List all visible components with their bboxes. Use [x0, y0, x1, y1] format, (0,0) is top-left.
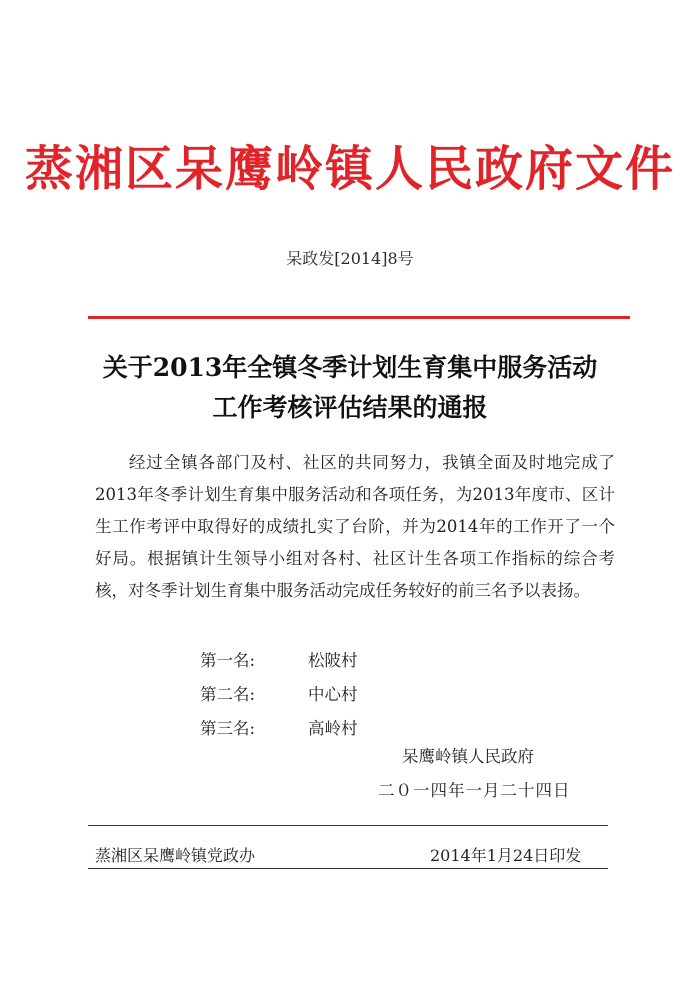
rank-village: 中心村: [308, 685, 358, 704]
document-header-title: 蒸湘区呆鹰岭镇人民政府文件: [24, 141, 675, 197]
footer-office: 蒸湘区呆鹰岭镇党政办: [95, 846, 256, 865]
notice-title-line-1: 关于2013年全镇冬季计划生育集中服务活动: [102, 353, 598, 382]
rank-label: 第二名:: [200, 685, 256, 704]
ranking-row: [200, 647, 500, 681]
ranking-list: [200, 647, 500, 749]
notice-body: [95, 447, 615, 607]
issue-date: 二０一四年一月二十四日: [378, 781, 571, 800]
red-divider: [88, 316, 630, 319]
ranking-row: [200, 681, 500, 715]
rank-village: 高岭村: [308, 719, 358, 738]
notice-title: [0, 348, 700, 428]
issuer-name: 呆鹰岭镇人民政府: [402, 747, 534, 766]
footer-divider-top: [88, 825, 608, 826]
rank-label: 第三名:: [200, 719, 256, 738]
footer-printed-date: 2014年1月24日印发: [430, 846, 582, 865]
document-number: 呆政发[2014]8号: [286, 249, 414, 268]
footer-divider-bottom: [88, 868, 608, 869]
notice-title-line-2: 工作考核评估结果的通报: [212, 393, 488, 422]
notice-body-text: 经过全镇各部门及村、社区的共同努力，我镇全面及时地完成了2013年冬季计划生育集中服务活动和各项任务，为2013年度市、区计生工作考评中取得好的成绩扎实了台阶，并为2014年的工作开了一个好局。根据镇计生领导小组对各村、社区计生各项工作指标的综合考核，对冬季计划生育集中服务活动完成任务较好的前三名予以表扬。: [95, 453, 615, 600]
rank-label: 第一名:: [200, 651, 256, 670]
rank-village: 松陂村: [308, 651, 358, 670]
